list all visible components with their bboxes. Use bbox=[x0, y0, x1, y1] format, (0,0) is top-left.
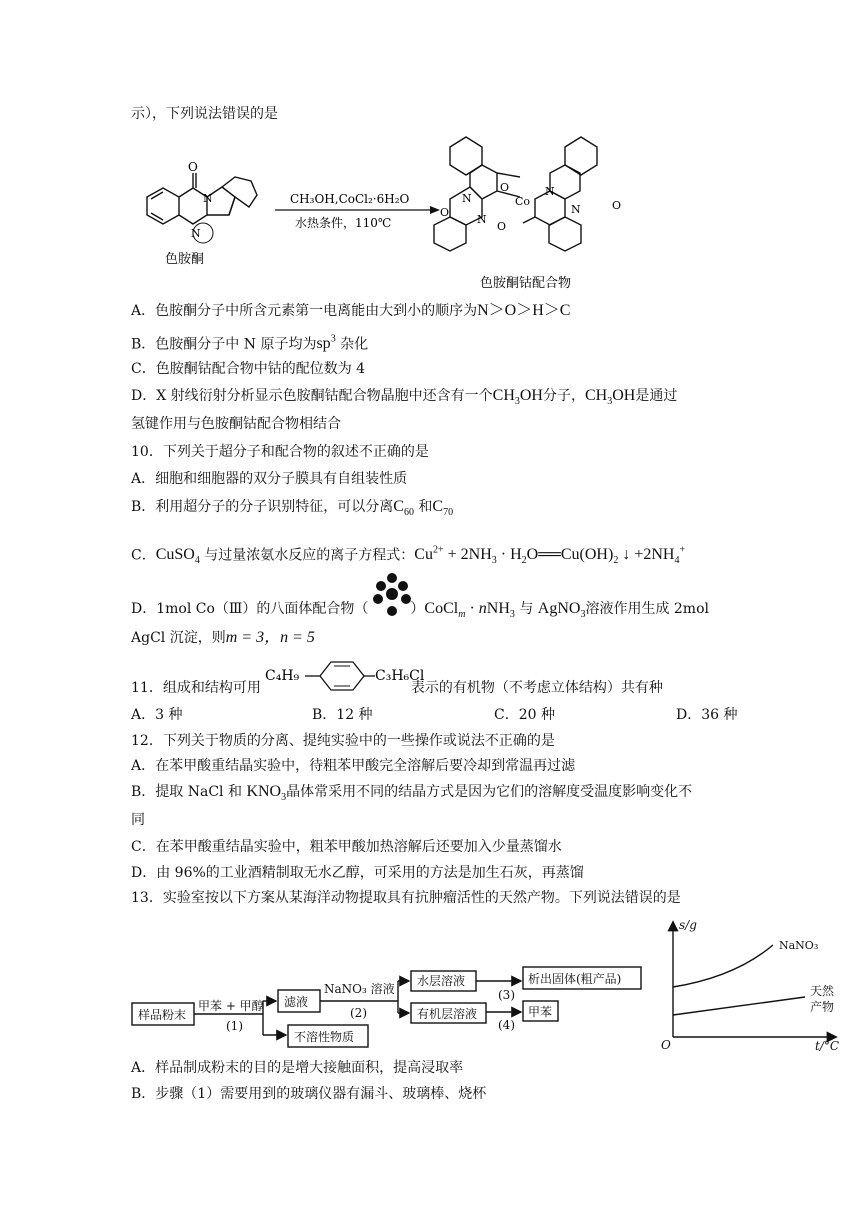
kno3-formula: $KNO_3$ bbox=[246, 783, 287, 804]
atom-o-label: O bbox=[497, 220, 507, 233]
q11-stem-tail: 表示的有机物（不考虑立体结构）共有种 bbox=[410, 680, 663, 696]
q9-option-b-tail: 杂化 bbox=[340, 336, 369, 353]
atom-n-label: N bbox=[477, 213, 487, 226]
q13-option-a: A．样品制成粉末的目的是增大接触面积，提高浸取率 bbox=[131, 1060, 464, 1076]
agno3-formula: AgNO$_3$ bbox=[537, 600, 586, 621]
atom-n-label: N bbox=[571, 203, 581, 216]
q11-stem-text: 11．组成和结构可用 bbox=[131, 680, 261, 696]
product-label-line2: 产物 bbox=[810, 1000, 835, 1014]
q10-option-a: A．细胞和细胞器的双分子膜具有自组装性质 bbox=[131, 471, 408, 487]
flow-insoluble-label: 不溶性物质 bbox=[294, 1030, 355, 1044]
q13-stem: 13．实验室按以下方案从某海洋动物提取具有抗肿瘤活性的天然产物。下列说法错误的是 bbox=[131, 890, 681, 906]
q9-option-a-formula: N＞O＞H＞C bbox=[477, 302, 571, 319]
flow-filtrate-label: 滤液 bbox=[284, 995, 309, 1009]
q10-option-d-text: D．1mol Co（Ⅲ）的八面体配合物（ bbox=[131, 601, 369, 617]
q10-option-c-text: 与过量浓氨水反应的离子方程式： bbox=[204, 547, 415, 564]
right-group-label: C₃H₆Cl bbox=[375, 668, 425, 684]
flow-step4-label: (4) bbox=[498, 1018, 515, 1032]
q10-option-d-tail: 溶液作用生成 2mol bbox=[585, 601, 709, 617]
atom-o-label: O bbox=[440, 206, 450, 219]
x-axis-label: t/°C bbox=[815, 1039, 840, 1053]
q10-option-d-line2 bbox=[131, 628, 315, 648]
q11-stem bbox=[131, 678, 663, 698]
tryptanthrin-structure bbox=[147, 173, 257, 243]
q9-option-a bbox=[131, 301, 570, 321]
q9-option-d-mid: 分子， bbox=[542, 388, 585, 404]
arrow-conditions-top: CH₃OH,CoCl₂·6H₂O bbox=[290, 192, 410, 206]
q9-option-d-line2: 氢键作用与色胺酮钴配合物相结合 bbox=[131, 416, 341, 432]
flow-aqueous-label: 水层溶液 bbox=[417, 974, 466, 988]
atom-o-label: O bbox=[500, 181, 510, 194]
flow-step3-label: (3) bbox=[498, 988, 515, 1002]
atom-co-label: Co bbox=[515, 195, 531, 208]
flow-sample-label: 样品粉末 bbox=[138, 1008, 187, 1022]
q10-option-d bbox=[131, 599, 709, 625]
q11-option-a: A．3 种 bbox=[131, 707, 183, 723]
q9-option-d bbox=[131, 386, 677, 412]
flow-toluene-label: 甲苯 bbox=[528, 1005, 553, 1019]
q13-flowchart bbox=[128, 955, 648, 1050]
complex-formula: CoCl$_m$ · nNH$_3$ bbox=[424, 600, 515, 621]
flow-nano3-label: NaNO₃ 溶液 bbox=[324, 982, 395, 996]
c60-formula: $C_{60}$ bbox=[393, 498, 414, 519]
q12-option-b-text: B．提取 NaCl 和 bbox=[131, 784, 242, 800]
sp3-formula: $sp^3$ bbox=[316, 334, 336, 353]
q12-stem: 12．下列关于物质的分离、提纯实验中的一些操作或说法不正确的是 bbox=[131, 733, 555, 749]
flow-organic-label: 有机层溶液 bbox=[417, 1007, 478, 1021]
q9-option-a-text: A．色胺酮分子中所含元素第一电离能由大到小的顺序为 bbox=[131, 303, 478, 319]
solubility-graph bbox=[655, 915, 850, 1055]
q10-option-c-prefix: C． bbox=[131, 547, 156, 564]
atom-n-label: N bbox=[191, 227, 201, 240]
q10-stem: 10．下列关于超分子和配合物的叙述不正确的是 bbox=[131, 444, 429, 460]
y-axis-label: s/g bbox=[679, 918, 697, 932]
q10-option-b-text: B．利用超分子的分子识别特征，可以分离 bbox=[131, 499, 394, 515]
atom-o-label: O bbox=[612, 199, 622, 212]
q12-option-c: C．在苯甲酸重结晶实验中，粗苯甲酸加热溶解后还要加入少量蒸馏水 bbox=[131, 839, 562, 855]
atom-n-label: N bbox=[462, 192, 472, 205]
flow-reagent-label: 甲苯 + 甲醇 bbox=[198, 999, 264, 1013]
flow-step1-label: (1) bbox=[226, 1019, 243, 1033]
intro-line: 示），下列说法错误的是 bbox=[131, 106, 278, 122]
tryptanthrin-label: 色胺酮 bbox=[165, 252, 205, 267]
arrow-conditions-bottom: 水热条件，110℃ bbox=[295, 216, 392, 230]
complex-label: 色胺酮钴配合物 bbox=[480, 276, 572, 291]
q12-option-b-tail: 晶体常采用不同的结晶方式是因为它们的溶解度受温度影响变化不 bbox=[286, 784, 693, 800]
nano3-curve-label: NaNO₃ bbox=[779, 939, 819, 952]
flow-step2-label: (2) bbox=[350, 1006, 367, 1020]
q9-option-b bbox=[131, 330, 368, 354]
q12-option-a: A．在苯甲酸重结晶实验中，待粗苯甲酸完全溶解后要冷却到常温再过滤 bbox=[131, 758, 576, 774]
cobalt-complex-structure bbox=[434, 137, 597, 251]
cuso4-formula: CuSO$_4$ bbox=[155, 546, 200, 567]
left-group-label: C₄H₉ bbox=[265, 668, 300, 684]
q12-option-b-line2: 同 bbox=[131, 812, 145, 828]
ch3oh-formula: $CH_3OH$ bbox=[584, 387, 636, 408]
q10-option-d-mid: ） bbox=[410, 601, 425, 617]
q9-option-c: C．色胺酮钴配合物中钴的配位数为 4 bbox=[131, 361, 366, 377]
product-curve bbox=[673, 997, 805, 1015]
flow-solid-label: 析出固体(粗产品) bbox=[528, 972, 622, 986]
reaction-scheme bbox=[125, 125, 645, 295]
q10-option-b-and: 和 bbox=[418, 499, 433, 515]
ch3oh-formula: $CH_3OH$ bbox=[492, 387, 543, 408]
q11-option-d: D．36 种 bbox=[676, 707, 738, 723]
product-label-line1: 天然 bbox=[810, 984, 835, 998]
atom-o-label: O bbox=[188, 160, 198, 174]
origin-label: O bbox=[661, 1038, 671, 1052]
c70-formula: $C_{70}$ bbox=[432, 498, 454, 519]
with-text: 与 bbox=[519, 601, 534, 617]
q9-option-d-tail: 是通过 bbox=[635, 388, 678, 404]
q10-option-d-line2-text: AgCl 沉淀，则 bbox=[131, 630, 226, 646]
q10-option-d-values: m = 3，n = 5 bbox=[225, 629, 315, 646]
atom-n-label: N bbox=[203, 192, 213, 205]
q13-option-b: B．步骤（1）需要用到的玻璃仪器有漏斗、玻璃棒、烧杯 bbox=[131, 1086, 487, 1102]
q10-option-b bbox=[131, 497, 453, 523]
nano3-curve bbox=[673, 945, 773, 987]
q11-option-c: C．20 种 bbox=[494, 707, 555, 723]
q9-option-b-text: B．色胺酮分子中 N 原子均为 bbox=[131, 336, 317, 353]
atom-n-label: N bbox=[545, 185, 555, 198]
q11-option-b: B．12 种 bbox=[312, 707, 373, 723]
q12-option-b bbox=[131, 782, 692, 808]
q9-option-d-text: D．X 射线衍射分析显示色胺酮钴配合物晶胞中还含有一个 bbox=[131, 388, 493, 404]
q12-option-d: D．由 96%的工业酒精制取无水乙醇，可采用的方法是加生石灰，再蒸馏 bbox=[131, 865, 584, 881]
ionic-equation: $Cu^{2+} + 2NH_3$ · $H_2O══Cu(OH)_2$ ↓ $+2NH_4^+$ bbox=[414, 545, 686, 567]
q10-option-c bbox=[131, 541, 685, 572]
